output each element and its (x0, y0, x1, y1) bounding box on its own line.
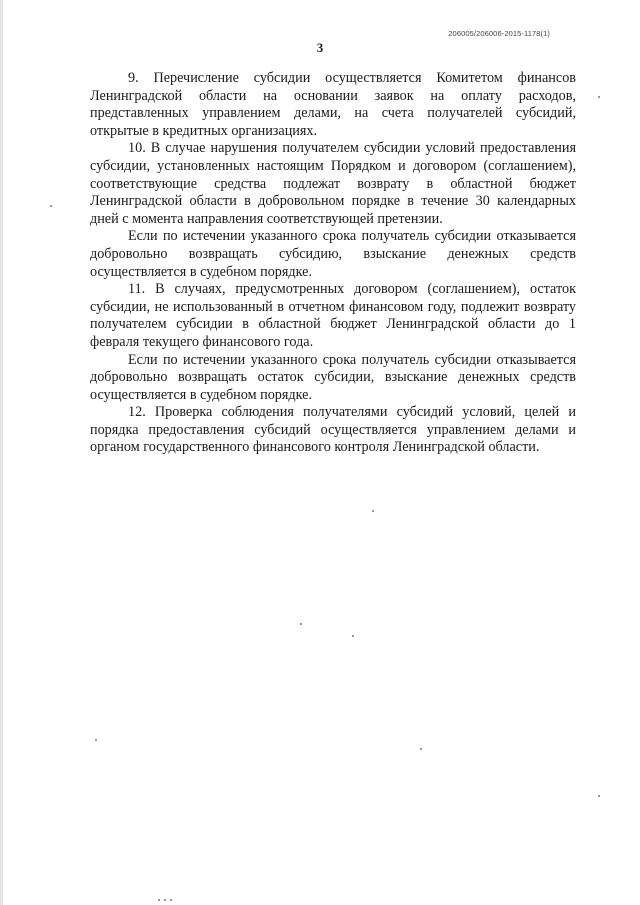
scan-speck (170, 899, 172, 901)
paragraph-10: 10. В случае нарушения получателем субсидии условий предоставления субсидии, установленных настоящим Порядком и договором (соглашением), соответствующие средства подлежат возврату в областной бюджет Ленинградской области в добровольном порядке в течение 30 календарных дней с момента направления соответствующей претензии. (90, 140, 576, 227)
scan-speck (598, 96, 600, 98)
paragraph-11: 11. В случаях, предусмотренных договором (соглашением), остаток субсидии, не использованный в отчетном финансовом году, подлежит возврату получателем субсидии в областной бюджет Ленинградской области до 1 февраля текущего финансового года. (90, 281, 576, 350)
paragraph-10-continuation: Если по истечении указанного срока получатель субсидии отказывается добровольно возвращать субсидию, взыскание денежных средств осуществляется в судебном порядке. (90, 228, 576, 280)
scan-speck (158, 899, 160, 901)
document-body (90, 70, 576, 457)
scan-speck (50, 205, 52, 207)
scan-speck (164, 899, 166, 901)
paragraph-11-continuation: Если по истечении указанного срока получатель субсидии отказывается добровольно возвращать остаток субсидии, взыскание денежных средств осуществляется в судебном порядке. (90, 351, 576, 403)
document-code: 206005/206006-2015-1178(1) (448, 29, 550, 38)
scan-speck (95, 739, 97, 741)
scan-speck (300, 623, 302, 625)
paragraph-9: 9. Перечисление субсидии осуществляется Комитетом финансов Ленинградской области на основании заявок на оплату расходов, представленных управлением делами, на счета получателей субсидий, открытые в кредитных организациях. (90, 70, 576, 139)
scan-speck (420, 748, 422, 750)
scan-speck (352, 635, 354, 637)
scan-edge (0, 0, 3, 905)
scan-speck (372, 510, 374, 512)
scan-speck (598, 795, 600, 797)
paragraph-12: 12. Проверка соблюдения получателями субсидий условий, целей и порядка предоставления субсидий осуществляется управлением делами и органом государственного финансового контроля Ленинградской области. (90, 404, 576, 456)
page-number: 3 (316, 40, 324, 55)
